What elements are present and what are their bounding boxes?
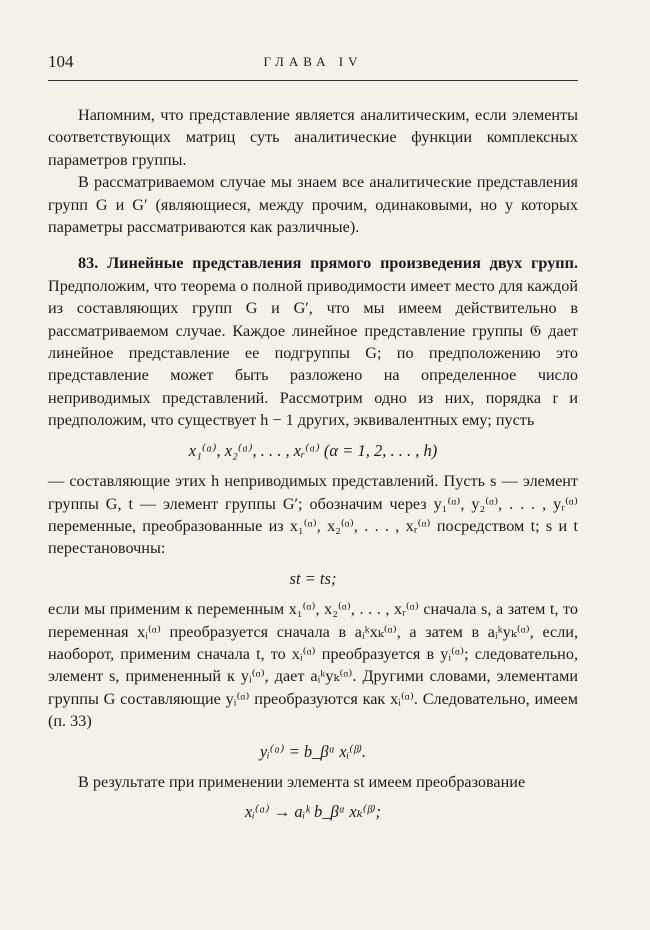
paragraph-1: Напомним, что представление является аналитическим, если элементы соответствующих матриц суть аналитические функции комплексных параметров группы. [48, 106, 578, 169]
paragraph-3-text: Предположим, что теорема о полной приводимости имеет место для каждой из составляющих групп G и G′, что мы имеем действительно в рассматриваемом случае. Каждое линейное представление группы 𝔊 дает линейное представление ее подгруппы G; по предположению это представление может быть разложено на определенное число неприводимых представлений. Рассмотрим одно из них, порядка r и предположим, что существует h − 1 других, эквивалентных ему; пусть [48, 276, 578, 430]
page-number: 104 [48, 52, 74, 71]
paragraph-6: В результате при применении элемента st имеем преобразование [78, 772, 526, 791]
paragraph-3 [48, 252, 578, 431]
chapter-title: ГЛАВА IV [263, 54, 363, 69]
formula-1: x₁⁽ᵅ⁾, x₂⁽ᵅ⁾, . . . , xᵣ⁽ᵅ⁾ (α = 1, 2, . . . , h) [188, 440, 438, 460]
page-body [48, 104, 578, 832]
formula-3: yᵢ⁽ᵅ⁾ = b_βᵅ xᵢ⁽ᵝ⁾. [259, 741, 367, 761]
formula-2: st = ts; [289, 568, 337, 588]
page-header [48, 52, 578, 78]
header-rule [48, 80, 578, 81]
paragraph-4: — составляющие этих h неприводимых представлений. Пусть s — элемент группы G, t — элемент группы G′; обозначим через y₁⁽ᵅ⁾, y₂⁽ᵅ⁾, . . . , yᵣ⁽ᵅ⁾ переменные, преобразованные из x₁⁽ᵅ⁾, x₂⁽ᵅ⁾, . . . , xᵣ⁽ᵅ⁾ посредством t; s и t перестановочны: [48, 472, 578, 558]
formula-4: xᵢ⁽ᵅ⁾ → aᵢᵏ b_βᵅ xₖ⁽ᵝ⁾; [244, 802, 382, 822]
section-title: 83. Линейные представления прямого произведения двух групп. [78, 254, 578, 273]
paragraph-2: В рассматриваемом случае мы знаем все аналитические представления групп G и G′ (являющиеся, между прочим, одинаковыми, но у которых параметры рассматриваются как различные). [48, 173, 578, 237]
paragraph-5: если мы применим к переменным x₁⁽ᵅ⁾, x₂⁽ᵅ⁾, . . . , xᵣ⁽ᵅ⁾ сначала s, а затем t, то переменная xᵢ⁽ᵅ⁾ преобразуется сначала в aᵢᵏxₖ⁽ᵅ⁾, а затем в aᵢᵏyₖ⁽ᵅ⁾, если, наоборот, применим сначала t, то xᵢ⁽ᵅ⁾ преобразуется в yᵢ⁽ᵅ⁾; следовательно, элемент s, примененный к yᵢ⁽ᵅ⁾, дает aᵢᵏyₖ⁽ᵅ⁾. Другими словами, элементами группы G составляющие yᵢ⁽ᵅ⁾ преобразуются как xᵢ⁽ᵅ⁾. Следовательно, имеем (п. 33) [48, 600, 578, 731]
